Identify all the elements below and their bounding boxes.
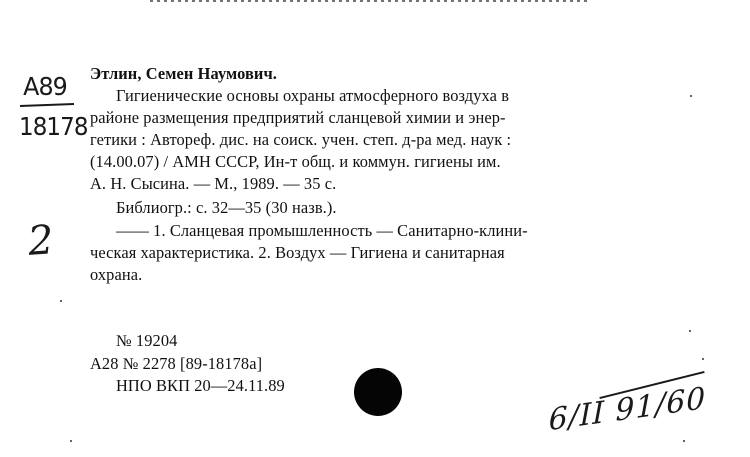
subject-line-2: ческая характеристика. 2. Воздух — Гигиена и санитарная — [90, 243, 505, 262]
speck — [60, 300, 62, 302]
shelf-mark-bottom: 18178 — [18, 112, 88, 141]
shelf-mark-divider — [20, 103, 74, 107]
speck — [683, 440, 685, 442]
title-line-2: районе размещения предприятий сланцевой химии и энер- — [90, 108, 506, 127]
npo-stamp-line: НПО ВКП 20—24.11.89 — [116, 376, 285, 395]
copy-number: 2 — [26, 217, 56, 265]
inventory-mark: 6/II 91/60 — [548, 380, 707, 439]
bibliography-note: Библиогр.: с. 32—35 (30 назв.). — [116, 198, 337, 217]
subject-line-1: —— 1. Сланцевая промышленность — Санитарно-клини- — [116, 221, 528, 240]
shelf-mark-top: А89 — [23, 72, 67, 101]
record-number: № 19204 — [116, 331, 178, 350]
speck — [690, 95, 692, 97]
speck — [702, 358, 704, 360]
title-line-1: Гигиенические основы охраны атмосферного воздуха в — [116, 86, 510, 105]
title-line-4: (14.00.07) / АМН СССР, Ин-т общ. и коммун. гигиены им. — [90, 152, 501, 171]
subject-line-3: охрана. — [90, 265, 143, 284]
accession-number: А28 № 2278 [89-18178а] — [90, 354, 263, 373]
author-heading: Этлин, Семен Наумович. — [90, 64, 277, 83]
speck — [70, 440, 72, 442]
imprint-line: А. Н. Сысина. — М., 1989. — 35 с. — [90, 174, 337, 193]
card-top-edge — [150, 0, 590, 2]
speck — [689, 330, 691, 332]
title-line-3: гетики : Автореф. дис. на соиск. учен. степ. д-ра мед. наук : — [90, 130, 512, 149]
